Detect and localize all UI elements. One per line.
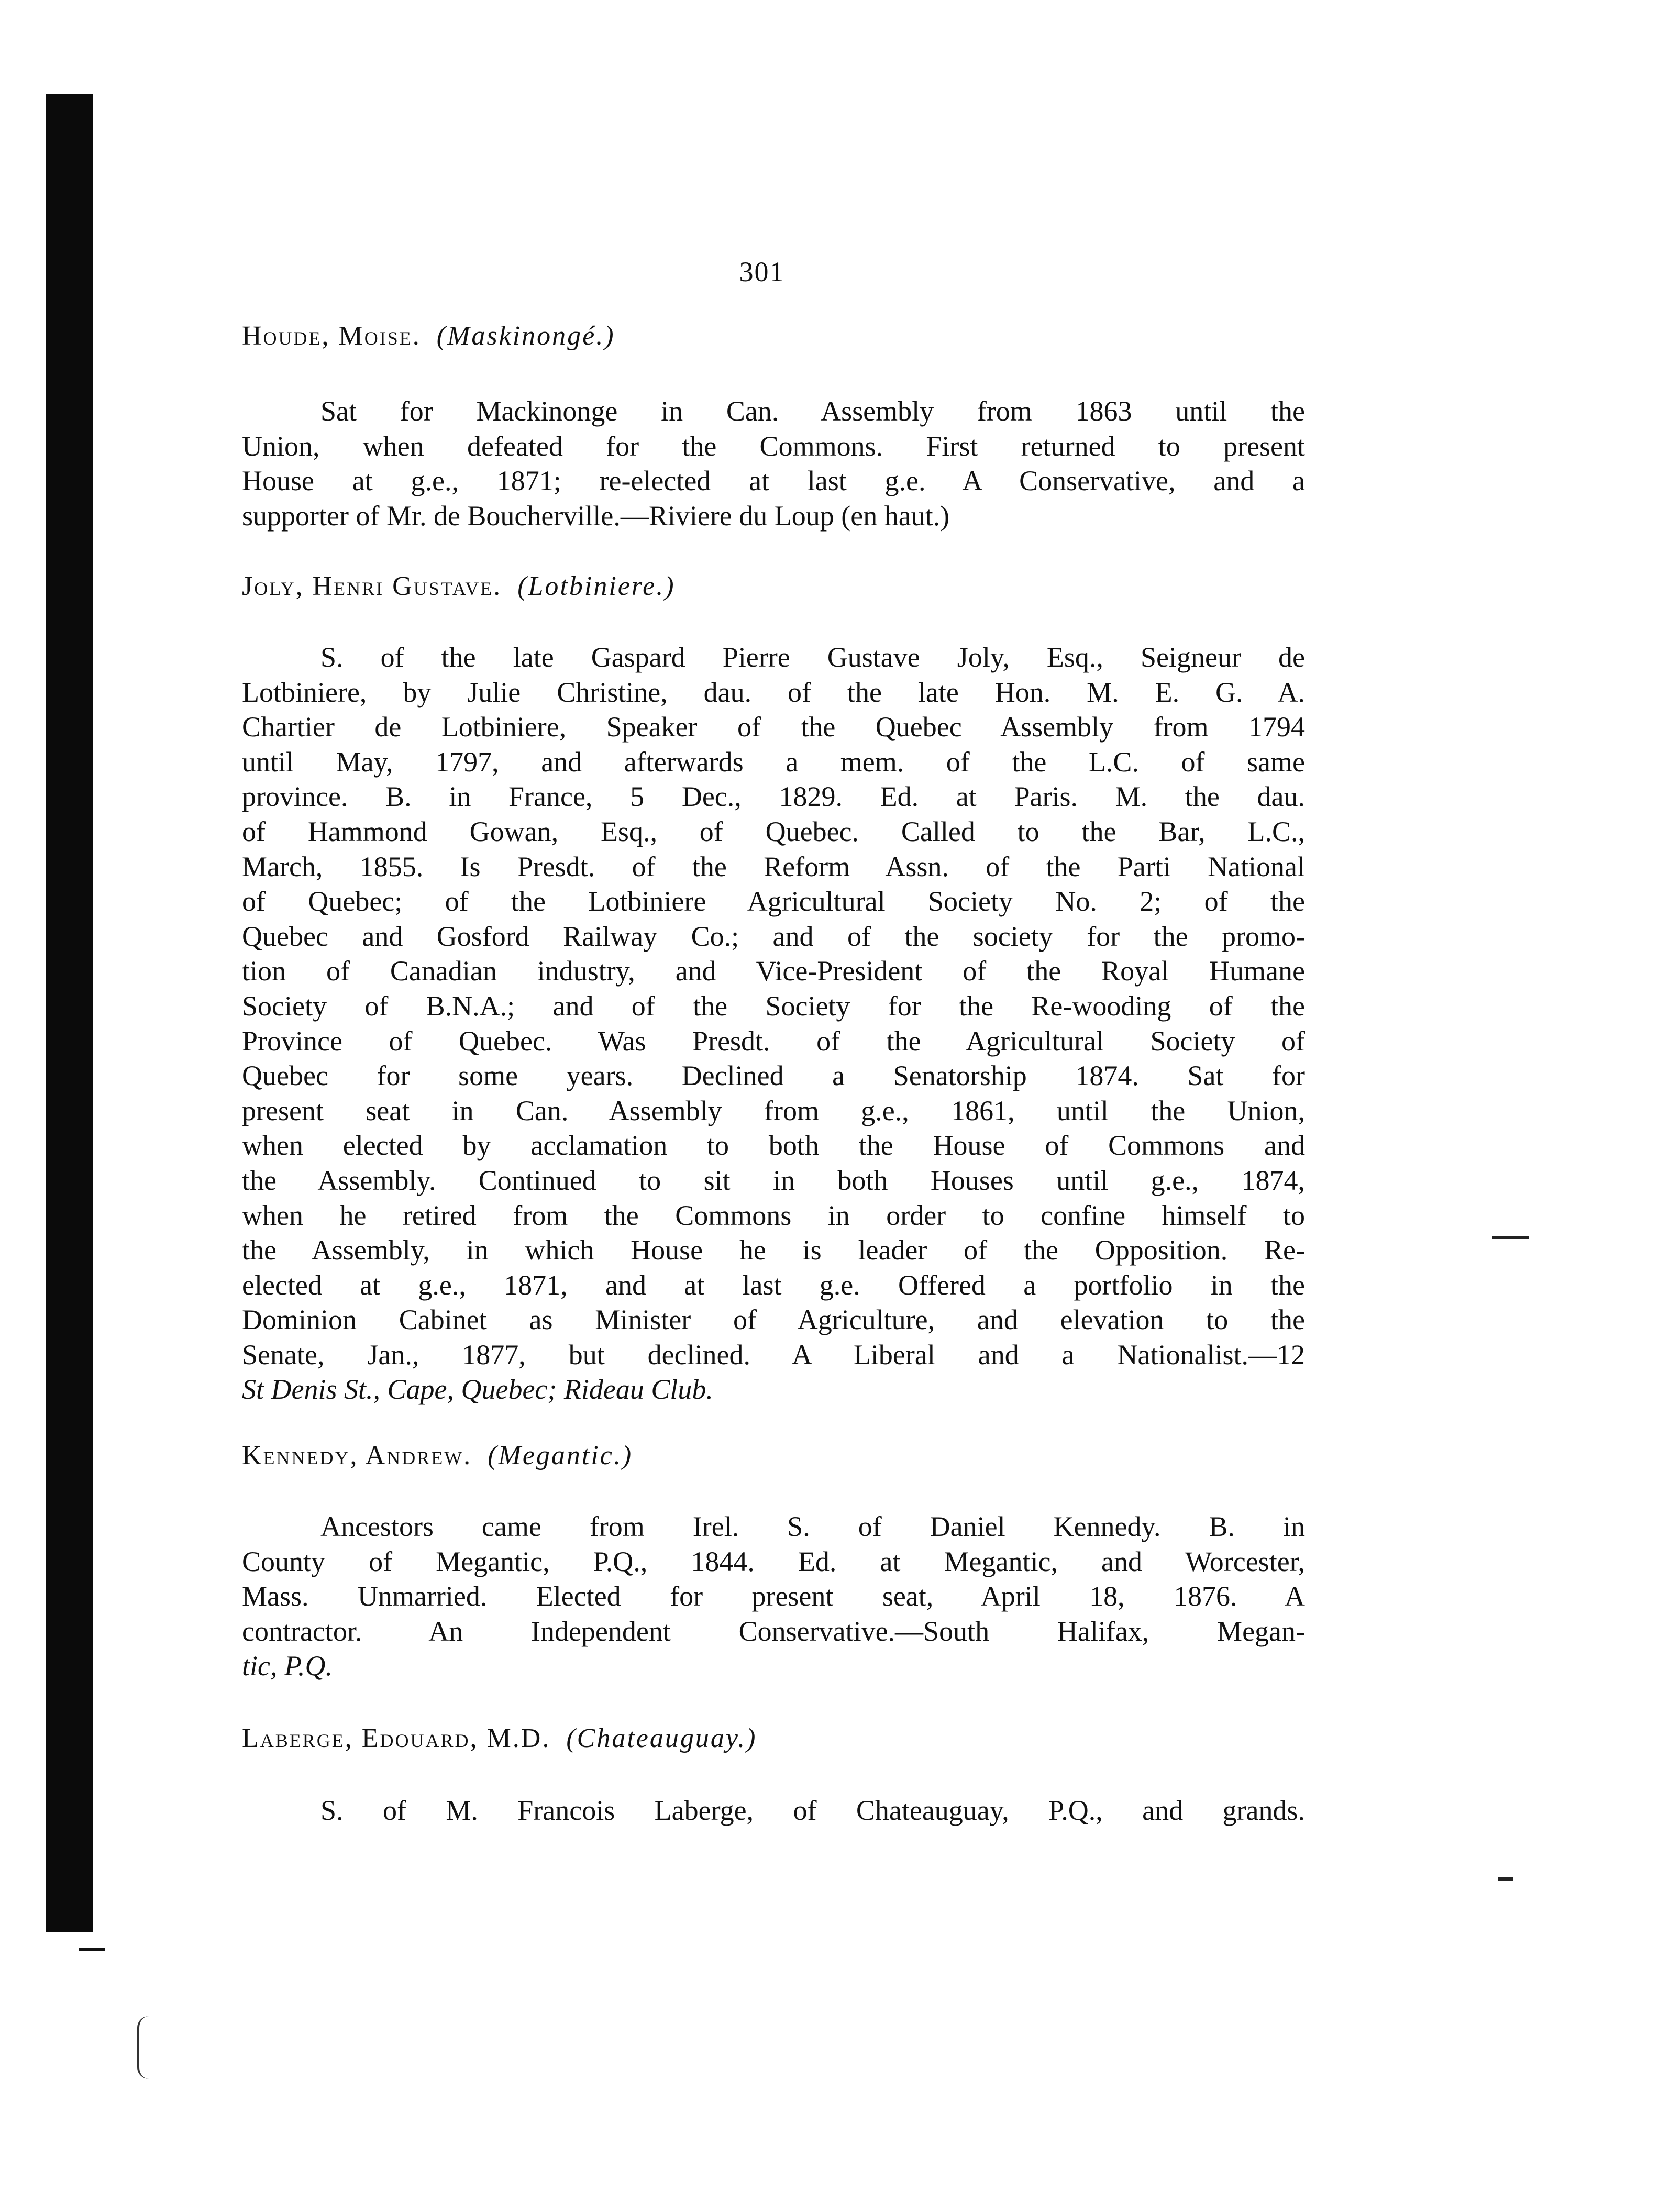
body-line: Province of Quebec. Was Presdt. of the Agricultural Society of xyxy=(242,1025,1305,1057)
entry-body xyxy=(242,1793,1305,1828)
body-line: of Hammond Gowan, Esq., of Quebec. Called to the Bar, L.C., xyxy=(242,815,1305,847)
entry-body xyxy=(242,640,1305,1407)
body-line: elected at g.e., 1871, and at last g.e. Offered a portfolio in the xyxy=(242,1269,1305,1301)
body-line: when he retired from the Commons in order to confine himself to xyxy=(242,1199,1305,1231)
body-line: S. of the late Gaspard Pierre Gustave Joly, Esq., Seigneur de xyxy=(320,642,1305,673)
entry-body xyxy=(242,1509,1305,1684)
entry-heading xyxy=(242,320,615,351)
body-line: Ancestors came from Irel. S. of Daniel Kennedy. B. in xyxy=(320,1511,1305,1542)
body-line: Sat for Mackinonge in Can. Assembly from 1863 until the xyxy=(320,395,1305,427)
member-name: Laberge, Edouard, M.D. xyxy=(242,1723,551,1753)
body-line: Chartier de Lotbiniere, Speaker of the Quebec Assembly from 1794 xyxy=(242,711,1305,743)
body-line: St Denis St., Cape, Quebec; Rideau Club. xyxy=(242,1374,713,1406)
member-name: Houde, Moise. xyxy=(242,321,421,351)
member-name: Kennedy, Andrew. xyxy=(242,1441,472,1470)
body-line: Quebec for some years. Declined a Senatorship 1874. Sat for xyxy=(242,1060,1305,1092)
body-line: Senate, Jan., 1877, but declined. A Liberal and a Nationalist.—12 xyxy=(242,1339,1305,1370)
body-line: when elected by acclamation to both the House of Commons and xyxy=(242,1130,1305,1162)
riding-name: (Maskinongé.) xyxy=(436,321,615,351)
binding-mark xyxy=(79,1948,105,1951)
body-line: Mass. Unmarried. Elected for present seat, April 18, 1876. A xyxy=(242,1580,1305,1612)
member-name: Joly, Henri Gustave. xyxy=(242,571,502,601)
entry-heading xyxy=(242,1440,633,1471)
body-line: Dominion Cabinet as Minister of Agriculture, and elevation to the xyxy=(242,1304,1305,1336)
binding-edge xyxy=(46,94,93,1932)
body-line: contractor. An Independent Conservative.—South Halifax, Megan- xyxy=(242,1615,1305,1647)
entry-body xyxy=(242,394,1305,533)
body-line: Society of B.N.A.; and of the Society for the Re-wooding of the xyxy=(242,990,1305,1022)
margin-mark xyxy=(1492,1236,1529,1239)
body-line: the Assembly, in which House he is leader of the Opposition. Re- xyxy=(242,1234,1305,1266)
margin-scribble xyxy=(137,2016,160,2079)
body-line: S. of M. Francois Laberge, of Chateauguay, P.Q., and grands. xyxy=(320,1795,1305,1826)
body-line: House at g.e., 1871; re-elected at last g.e. A Conservative, and a xyxy=(242,465,1305,497)
body-line: March, 1855. Is Presdt. of the Reform Assn. of the Parti National xyxy=(242,850,1305,882)
body-line: Lotbiniere, by Julie Christine, dau. of the late Hon. M. E. G. A. xyxy=(242,676,1305,708)
margin-mark xyxy=(1498,1877,1513,1881)
body-line: Union, when defeated for the Commons. First returned to present xyxy=(242,430,1305,462)
body-line: Quebec and Gosford Railway Co.; and of the society for the promo- xyxy=(242,920,1305,952)
body-line: County of Megantic, P.Q., 1844. Ed. at Megantic, and Worcester, xyxy=(242,1545,1305,1577)
entry-heading xyxy=(242,1723,757,1754)
entry-heading xyxy=(242,571,676,602)
riding-name: (Lotbiniere.) xyxy=(517,571,676,601)
body-line: of Quebec; of the Lotbiniere Agricultural Society No. 2; of the xyxy=(242,886,1305,917)
body-line: the Assembly. Continued to sit in both Houses until g.e., 1874, xyxy=(242,1164,1305,1196)
riding-name: (Megantic.) xyxy=(488,1441,633,1470)
body-line: until May, 1797, and afterwards a mem. of the L.C. of same xyxy=(242,746,1305,778)
body-line: supporter of Mr. de Boucherville.—Riviere du Loup (en haut.) xyxy=(242,500,950,532)
body-line: present seat in Can. Assembly from g.e., 1861, until the Union, xyxy=(242,1094,1305,1126)
body-line: tion of Canadian industry, and Vice-President of the Royal Humane xyxy=(242,955,1305,987)
riding-name: (Chateauguay.) xyxy=(566,1723,757,1753)
page-number: 301 xyxy=(739,256,785,287)
body-line: province. B. in France, 5 Dec., 1829. Ed. at Paris. M. the dau. xyxy=(242,781,1305,813)
body-line: tic, P.Q. xyxy=(242,1650,333,1682)
